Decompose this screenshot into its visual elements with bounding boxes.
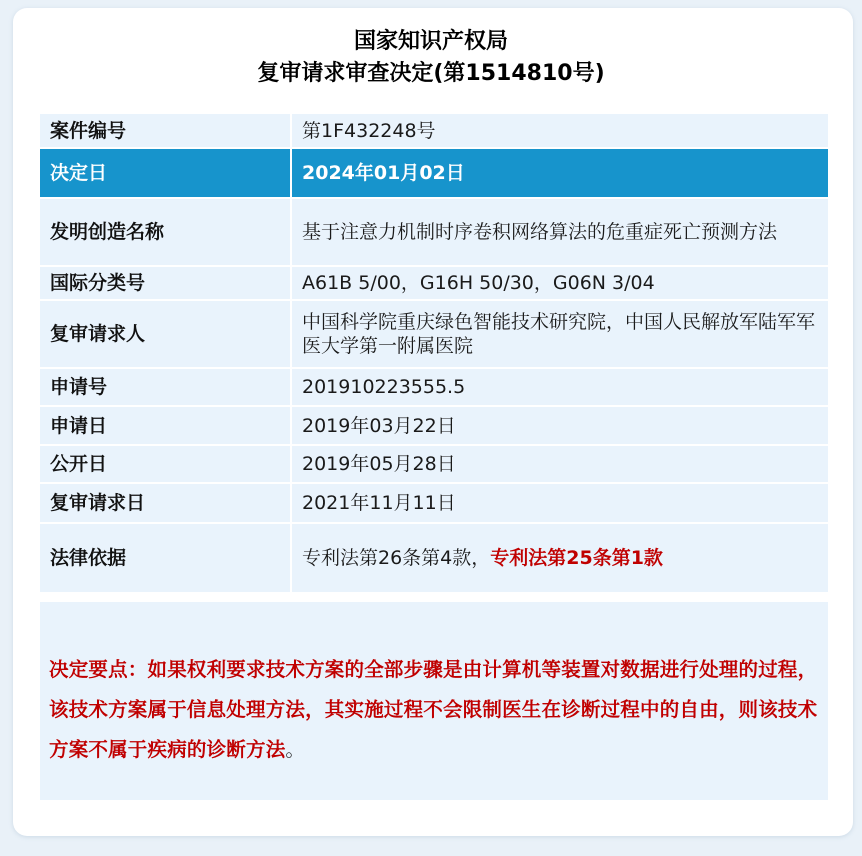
page-title: 国家知识产权局	[353, 29, 508, 54]
table-row	[40, 198, 828, 266]
row-label-publication-date: 公开日	[40, 445, 291, 483]
row-value-application-date: 2019年03月22日	[291, 406, 828, 445]
row-value-publication-date: 2019年05月28日	[291, 445, 828, 483]
row-value-request-date: 2021年11月11日	[291, 483, 828, 523]
row-label-application-date: 申请日	[40, 406, 291, 445]
row-label-request-date: 复审请求日	[40, 483, 291, 523]
key-points-end: 。	[285, 738, 306, 761]
row-value-legal-basis	[291, 523, 828, 593]
key-points-body: 决定要点：如果权利要求技术方案的全部步骤是由计算机等装置对数据进行处理的过程，该技术方案属于信息处理方法，其实施过程不会限制医生在诊断过程中的自由，则该技术方案不属于疾病的诊断方法	[49, 658, 818, 761]
legal-basis-emphasis: 专利法第25条第1款	[490, 547, 663, 569]
table-row	[40, 300, 828, 368]
row-label-legal-basis: 法律依据	[40, 523, 291, 593]
key-points-box	[40, 602, 828, 800]
row-value-invention-name: 基于注意力机制时序卷积网络算法的危重症死亡预测方法	[291, 198, 828, 266]
page-subtitle: 复审请求审查决定(第1514810号)	[257, 61, 605, 86]
table-row	[40, 368, 828, 406]
row-label-application-number: 申请号	[40, 368, 291, 406]
table-row	[40, 406, 828, 445]
key-points-text	[49, 650, 825, 770]
row-label-case-number: 案件编号	[40, 114, 291, 148]
case-info-table	[40, 114, 828, 594]
table-row	[40, 114, 828, 148]
row-label-ipc: 国际分类号	[40, 266, 291, 300]
legal-basis-normal: 专利法第26条第4款，	[302, 547, 491, 569]
table-row-highlight	[40, 148, 828, 198]
table-row	[40, 523, 828, 593]
table-row	[40, 483, 828, 523]
table-row	[40, 445, 828, 483]
row-label-decision-date: 决定日	[40, 148, 291, 198]
row-value-case-number: 第1F432248号	[291, 114, 828, 148]
row-label-requester: 复审请求人	[40, 300, 291, 368]
row-value-application-number: 201910223555.5	[291, 368, 828, 406]
row-value-requester: 中国科学院重庆绿色智能技术研究院，中国人民解放军陆军军医大学第一附属医院	[291, 300, 828, 368]
row-value-decision-date: 2024年01月02日	[291, 148, 828, 198]
row-value-ipc: A61B 5/00，G16H 50/30，G06N 3/04	[291, 266, 828, 300]
row-label-invention-name: 发明创造名称	[40, 198, 291, 266]
table-row	[40, 266, 828, 300]
